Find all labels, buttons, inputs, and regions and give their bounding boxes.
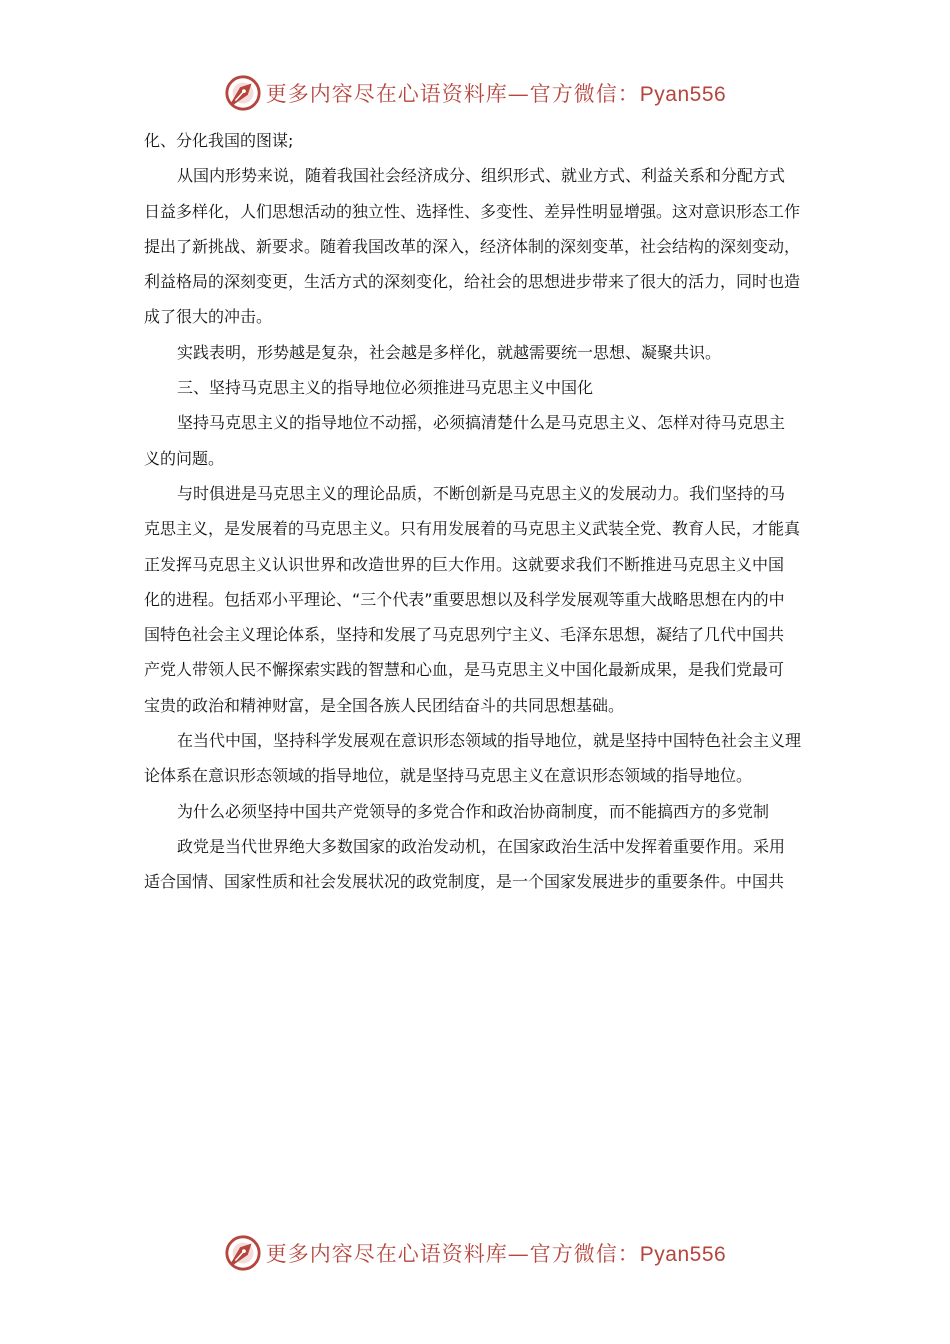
header-watermark-text: 更多内容尽在心语资料库 [265,82,508,106]
body-line: 坚持马克思主义的指导地位不动摇，必须搞清楚什么是马克思主义、怎样对待马克思主 [177,413,786,433]
body-line: 化的进程。包括邓小平理论、“三个代表”重要思想以及科学发展观等重大战略思想在内的中 [144,589,785,609]
header-watermark [0,71,950,115]
body-line: 在当代中国，坚持科学发展观在意识形态领域的指导地位，就是坚持中国特色社会主义理 [177,731,802,751]
section-heading: 三、坚持马克思主义的指导地位必须推进马克思主义中国化 [177,378,594,398]
body-line: 成了很大的冲击。 [144,307,273,327]
body-line: 克思主义，是发展着的马克思主义。只有用发展着的马克思主义武装全党、教育人民，才能真 [144,519,801,539]
body-line: 化、分化我国的图谋; [144,131,294,150]
pen-nib-logo-icon [224,1234,262,1272]
body-line: 提出了新挑战、新要求。随着我国改革的深入，经济体制的深刻变革，社会结构的深刻变动， [144,236,801,256]
body-line: 义的问题。 [144,448,225,468]
footer-watermark-id: Pyan556 [639,1243,727,1266]
document-body [144,123,810,900]
body-line: 适合国情、国家性质和社会发展状况的政党制度，是一个国家发展进步的重要条件。中国共 [144,872,785,892]
body-line: 利益格局的深刻变更，生活方式的深刻变化，给社会的思想进步带来了很大的活力，同时也造 [144,272,801,292]
pen-nib-logo-icon [224,74,262,112]
footer-watermark-contact: 官方微信： [529,1242,640,1266]
body-line: 从国内形势来说，随着我国社会经济成分、组织形式、就业方式、利益关系和分配方式 [177,166,786,186]
body-line: 产党人带领人民不懈探索实践的智慧和心血，是马克思主义中国化最新成果，是我们党最可 [144,660,785,680]
section-heading: 为什么必须坚持中国共产党领导的多党合作和政治协商制度，而不能搞西方的多党制 [177,801,770,821]
body-line: 正发挥马克思主义认识世界和改造世界的巨大作用。这就要求我们不断推进马克思主义中国 [144,554,785,574]
body-line: 政党是当代世界绝大多数国家的政治发动机，在国家政治生活中发挥着重要作用。采用 [177,836,786,856]
header-watermark-contact: 官方微信： [529,82,640,106]
body-line: 论体系在意识形态领域的指导地位，就是坚持马克思主义在意识形态领域的指导地位。 [144,766,753,786]
body-line: 实践表明，形势越是复杂，社会越是多样化，就越需要统一思想、凝聚共识。 [177,342,722,362]
body-line: 国特色社会主义理论体系，坚持和发展了马克思列宁主义、毛泽东思想，凝结了几代中国共 [144,625,785,645]
body-line: 与时俱进是马克思主义的理论品质，不断创新是马克思主义的发展动力。我们坚持的马 [177,483,786,503]
body-line: 日益多样化，人们思想活动的独立性、选择性、多变性、差异性明显增强。这对意识形态工作 [144,201,801,221]
header-watermark-separator: — [507,82,530,106]
footer-watermark [0,1231,950,1275]
footer-watermark-separator: — [507,1242,530,1266]
header-watermark-id: Pyan556 [639,83,727,106]
body-line: 宝贵的政治和精神财富，是全国各族人民团结奋斗的共同思想基础。 [144,695,625,715]
footer-watermark-text: 更多内容尽在心语资料库 [265,1242,508,1266]
